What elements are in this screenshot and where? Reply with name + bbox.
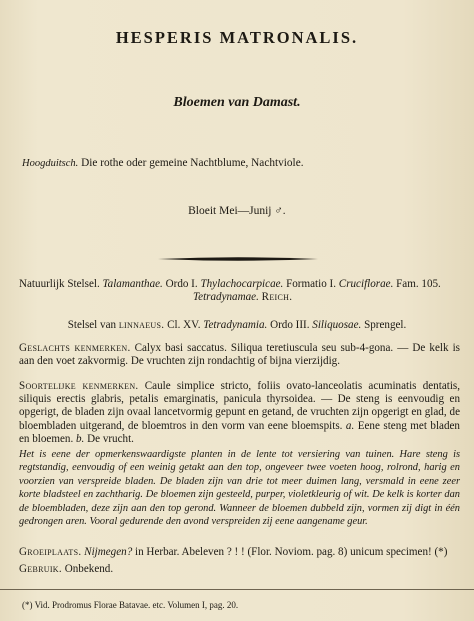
species-characters-label: Soortelijke kenmerken. — [19, 380, 139, 392]
genus-characters-label: Geslachts kenmerken. — [19, 342, 131, 354]
ornamental-divider — [158, 256, 318, 262]
german-label: Hoogduitsch. — [22, 158, 79, 169]
perennial-symbol: ♂. — [274, 205, 286, 217]
figure-b-label: b. — [76, 432, 85, 445]
habitat-place: Nijmegen? — [84, 546, 133, 558]
siliquosae: Siliquosae. — [312, 319, 362, 331]
habitat-text: in Herbar. Abeleven ? ! ! (Flor. Noviom. pag. 8) unicum specimen! (*) — [135, 546, 448, 558]
usage-label: Gebruik. — [19, 563, 62, 575]
natural-system-paragraph — [19, 278, 460, 304]
tetradynamae: Tetradynamae. — [193, 291, 259, 304]
class-number: Cl. XV. — [167, 319, 201, 331]
figure-b-text: De vrucht. — [87, 432, 134, 445]
german-name-line — [22, 157, 464, 169]
figure-a-text: Eene steng met bladen en bloemen. — [19, 419, 460, 445]
ordo-3: Ordo III. — [270, 319, 310, 331]
genus-characters-text: Calyx basi saccatus. Siliqua teretiuscula seu sub-4-gona. — De kelk is aan den voet zakvormig. De vruchten zijn rondachtig of bijna vierzijdig. — [19, 342, 460, 368]
page-title: HESPERIS MATRONALIS. — [115, 28, 359, 47]
ordo-1: Ordo I. — [165, 278, 198, 290]
linnaean-system-line — [0, 319, 474, 332]
footnote: (*) Vid. Prodromus Florae Batavae. etc. Volumen I, pag. 20. — [22, 600, 239, 610]
linnaeus: linnaeus. — [118, 319, 165, 331]
usage-line — [19, 563, 460, 576]
habitat-line — [19, 546, 460, 559]
description-paragraph: Het is eene der opmerkenswaardigste planten in de lente tot versiering van tuinen. Hare steng is regtstandig, eenvoudig of een weinig getakt aan den top, ongeveer twee voeten hoog, rolrond, harig en voorzien van verspreide bladen. De bladen zijn van drie tot meer duimen lang, versmald in eene zeer korte bladsteel en zachtharig. De bloemen zijn gesteeld, purper, violetkleurig of wit. De kelk is korter dan de bloembladen, deze zijn aan den top gerond. Wanneer de bloemen dubbeld zijn, vormen zij digt in één gedrongen aren. Vooral gedurende den avond verspreiden zij eene aangename geur. — [19, 449, 460, 528]
footnote-rule — [0, 589, 474, 590]
usage-text: Onbekend. — [64, 563, 114, 575]
figure-a-label: a. — [345, 419, 355, 432]
common-name: Bloemen van Damast. — [173, 95, 301, 110]
thylachocarpicae: Thylachocarpicae. — [200, 278, 284, 290]
talamanthae: Talamanthae. — [102, 278, 163, 290]
tetradynamia: Tetradynamia. — [203, 319, 268, 331]
species-characters-paragraph — [19, 380, 460, 446]
flowering-line — [0, 205, 474, 217]
linnaean-label: Stelsel van — [67, 319, 117, 331]
habitat-label: Groeiplaats. — [19, 546, 82, 558]
cruciflorae: Cruciflorae. — [338, 278, 394, 290]
sprengel: Sprengel. — [364, 319, 407, 331]
natural-system-label: Natuurlijk Stelsel. — [19, 278, 100, 290]
natural-system-line-2 — [19, 291, 460, 304]
family-number: Fam. 105. — [396, 278, 441, 290]
german-text: Die rothe oder gemeine Nachtblume, Nachtviole. — [81, 157, 304, 169]
reich: Reich. — [261, 291, 293, 304]
genus-characters-paragraph — [19, 342, 460, 368]
formatio-1: Formatio I. — [286, 278, 337, 290]
flowering-text: Bloeit Mei—Junij — [188, 205, 272, 217]
species-characters-text: Caule simplice stricto, foliis ovato-lanceolatis acuminatis dentatis, siliquis erectis glabris, petalis emarginatis, panicula thyrsoidea. — De steng is eenvoudig en opgerigt, de bladen zijn ovaal lancetvormig gepunt en getand, de vruchten zijn opgerigt en glad, de bloembladen uitgerand, de bloemtros in den vorm van eene bloemspits. — [19, 380, 460, 432]
